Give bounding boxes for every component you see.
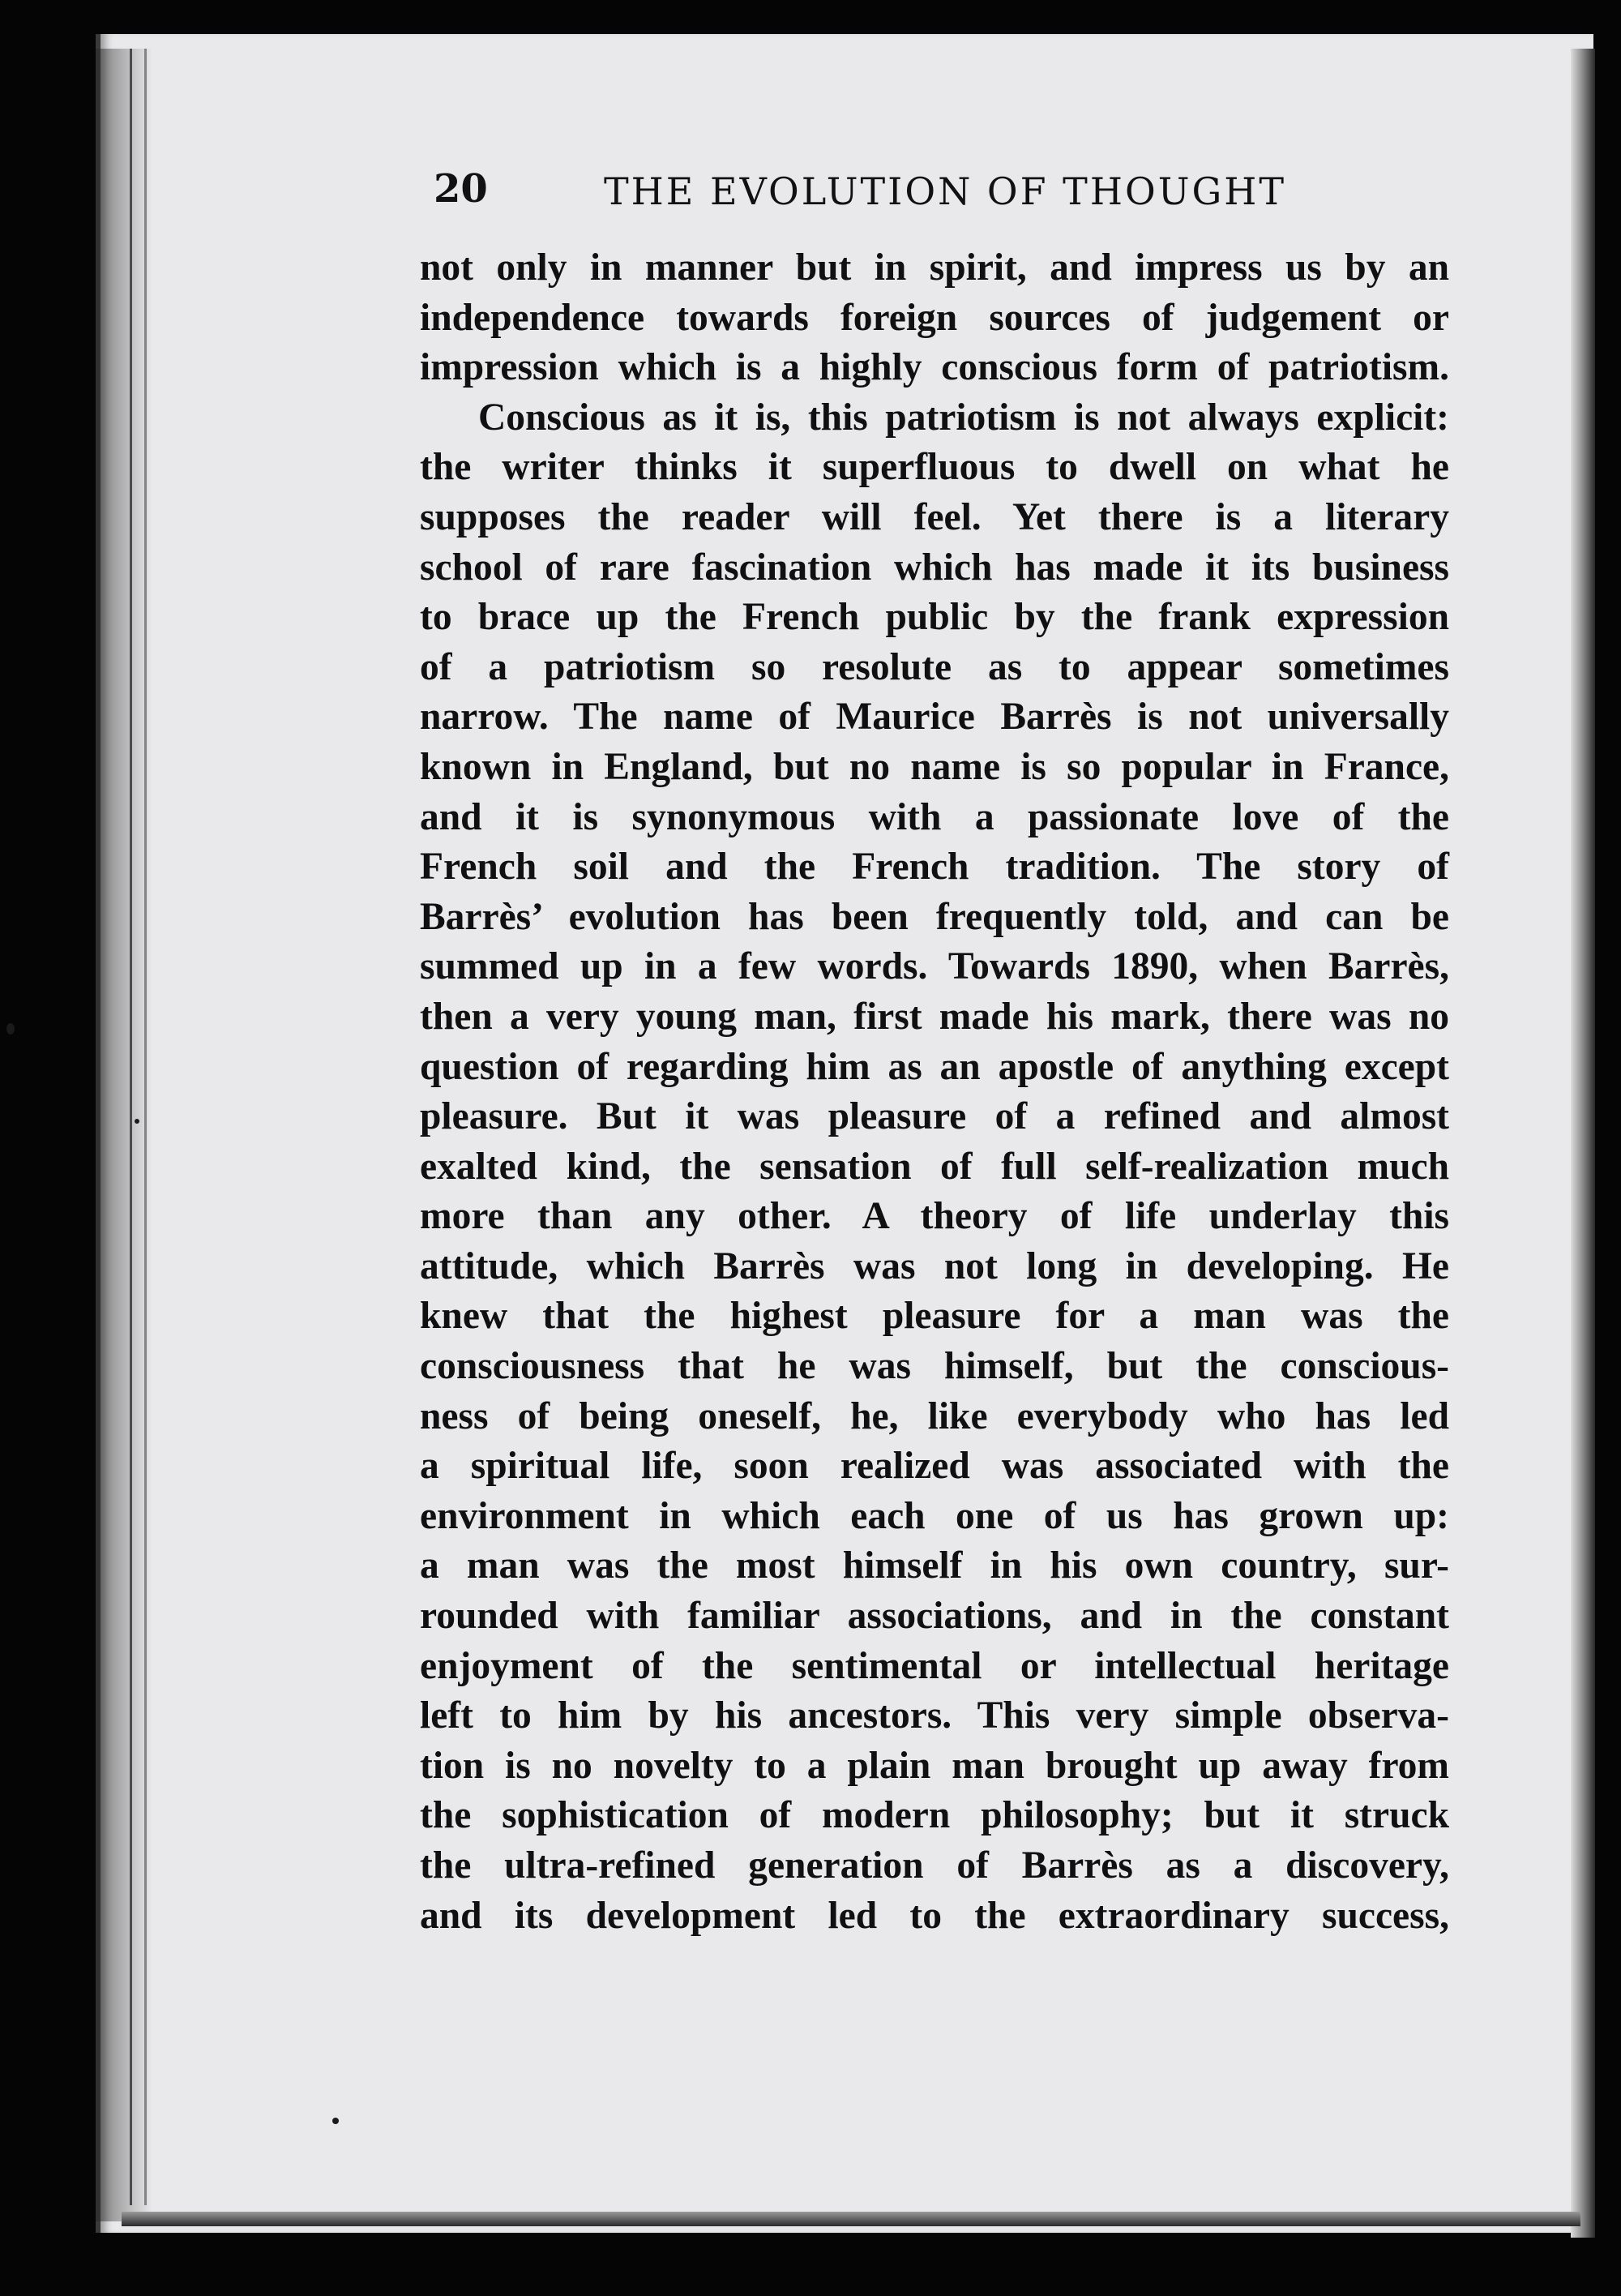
page-right-edge [1571,49,1595,2238]
text-line: a spiritual life, soon realized was associated with the [420,1445,1449,1488]
text-line: left to him by his ancestors. This very simple observa- [420,1694,1449,1737]
body-text [420,243,1449,1941]
text-line: then a very young man, first made his mark, there was no [420,995,1449,1038]
text-line: narrow. The name of Maurice Barrès is not universally [420,696,1449,739]
text-line: attitude, which Barrès was not long in developing. He [420,1244,1449,1287]
text-line: knew that the highest pleasure for a man was the [420,1295,1449,1338]
text-line: pleasure. But it was pleasure of a refined and almost [420,1095,1449,1138]
scan-speck [135,1119,139,1124]
text-line: the writer thinks it superfluous to dwell on what he [420,446,1449,489]
page-header [434,166,1309,223]
text-line: supposes the reader will feel. Yet there is a literary [420,495,1449,538]
text-line: not only in manner but in spirit, and impress us by an [420,246,1449,289]
scan-speck [332,2118,339,2124]
text-line: impression which is a highly conscious form of patriotism. [420,346,1449,389]
page-bottom-edge [122,2212,1580,2226]
text-line: French soil and the French tradition. The story of [420,846,1449,889]
text-line: ness of being oneself, he, like everybody who has led [420,1394,1449,1437]
running-head: THE EVOLUTION OF THOUGHT [604,169,1287,213]
text-line: environment in which each one of us has grown up: [420,1494,1449,1537]
text-line: consciousness that he was himself, but the conscious- [420,1345,1449,1388]
text-line: Barrès’ evolution has been frequently told, and can be [420,895,1449,938]
text-line: and it is synonymous with a passionate love of the [420,795,1449,838]
text-line: question of regarding him as an apostle of anything except [420,1045,1449,1088]
page-number: 20 [434,166,488,212]
text-line: a man was the most himself in his own country, sur- [420,1544,1449,1587]
text-line: to brace up the French public by the frank expression [420,596,1449,639]
text-line: and its development led to the extraordinary success, [420,1894,1449,1937]
text-line: of a patriotism so resolute as to appear sometimes [420,645,1449,688]
scan-speck [6,1023,15,1034]
text-line: the ultra-refined generation of Barrès as a discovery, [420,1844,1449,1887]
text-line: independence towards foreign sources of judgement or [420,296,1449,339]
text-line: enjoyment of the sentimental or intellectual heritage [420,1644,1449,1687]
gutter-line [144,49,147,2205]
text-line: summed up in a few words. Towards 1890, when Barrès, [420,945,1449,988]
gutter-line [130,49,132,2205]
text-line: more than any other. A theory of life underlay this [420,1195,1449,1238]
text-line: school of rare fascination which has made it its business [420,546,1449,589]
text-line: known in England, but no name is so popular in France, [420,745,1449,788]
text-line: tion is no novelty to a plain man brought up away from [420,1744,1449,1787]
paragraph-first-line: Conscious as it is, this patriotism is not always explicit: [478,396,1449,439]
text-line: rounded with familiar associations, and in the constant [420,1595,1449,1638]
text-line: exalted kind, the sensation of full self-realization much [420,1145,1449,1188]
text-line: the sophistication of modern philosophy; but it struck [420,1794,1449,1837]
